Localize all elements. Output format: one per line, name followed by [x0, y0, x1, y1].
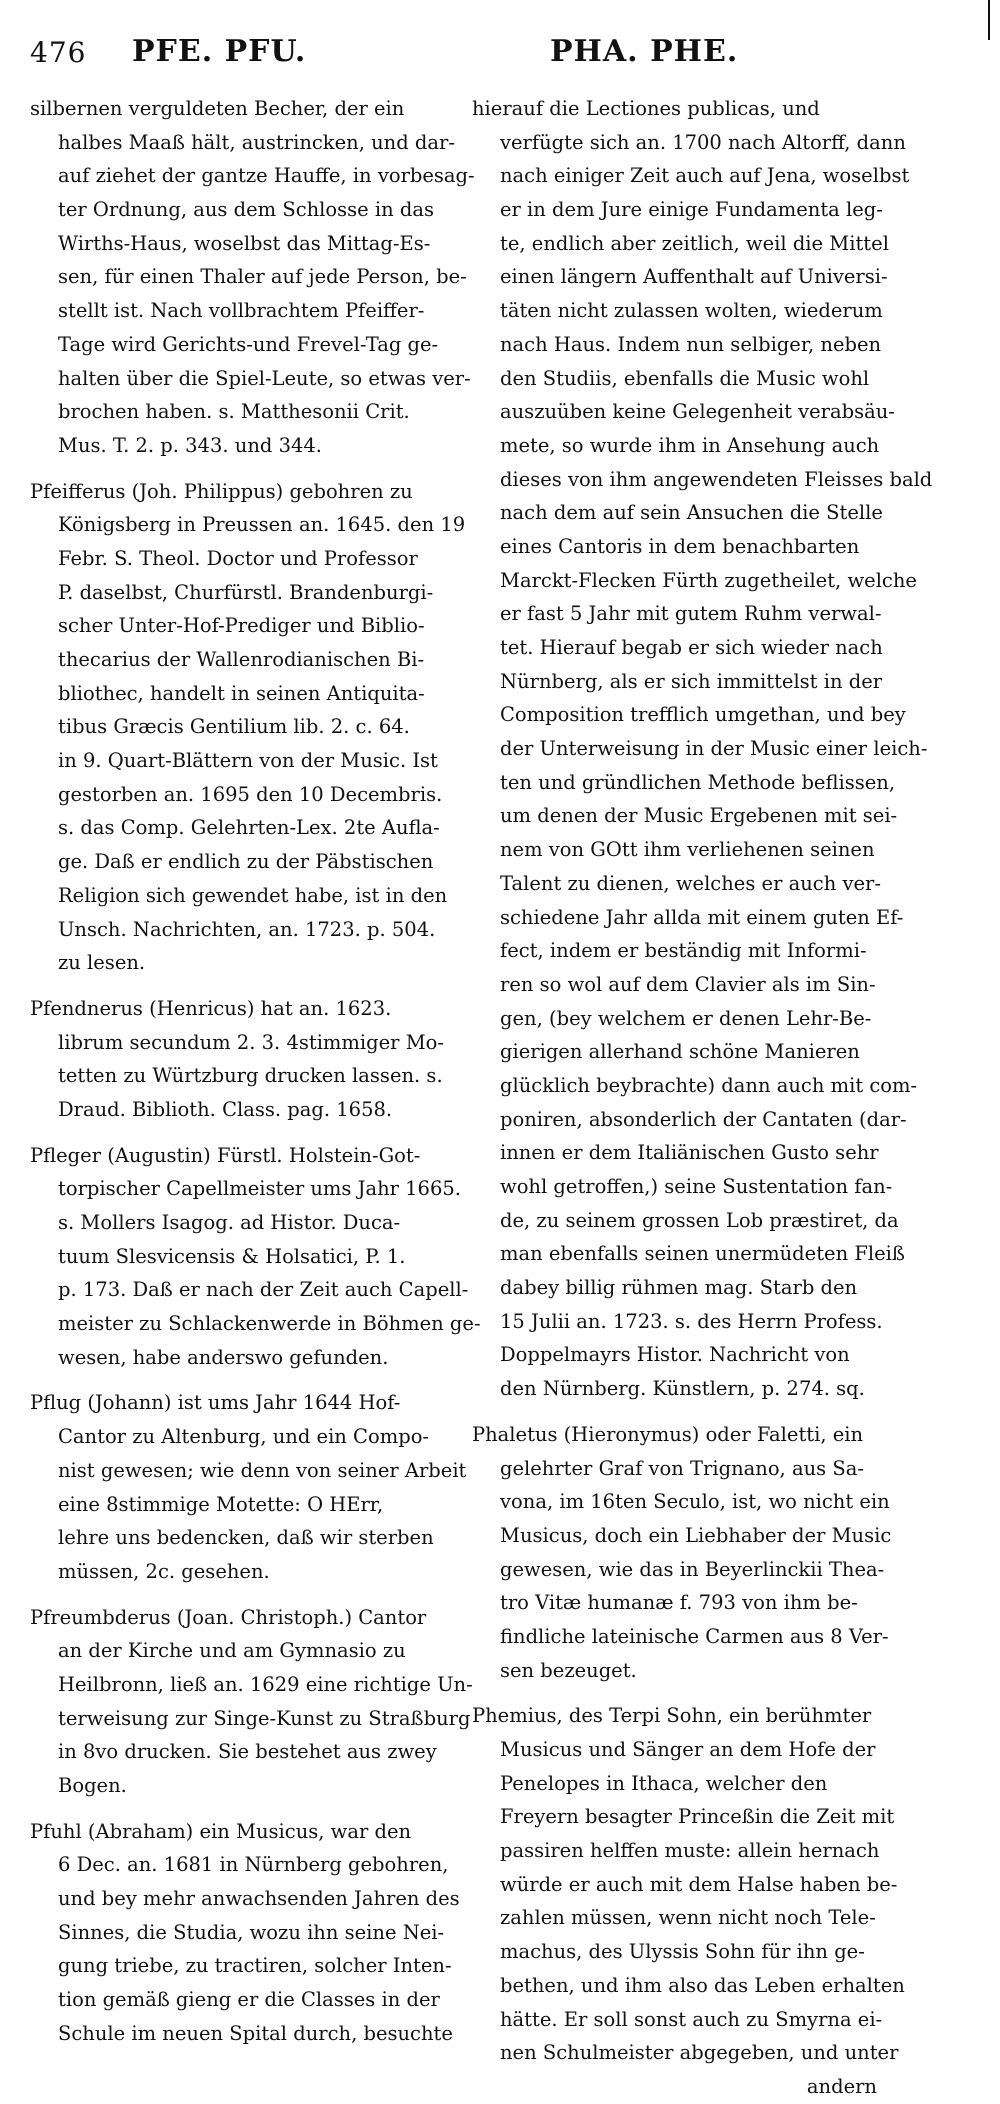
page-number: 476 [30, 36, 87, 69]
text-line: er in dem Jure einige Fundamenta leg- [500, 198, 883, 222]
text-line: schiedene Jahr allda mit einem guten Ef- [500, 905, 904, 929]
text-line: dieses von ihm angewendeten Fleisses bald [500, 467, 933, 491]
text-line: Febr. S. Theol. Doctor und Professor [58, 546, 418, 570]
text-line: Unsch. Nachrichten, an. 1723. p. 504. [58, 917, 436, 941]
entry-gap [472, 1687, 877, 1699]
text-line: eines Cantoris in dem benachbarten [500, 534, 860, 558]
text-line: gen, (bey welchem er denen Lehr-Be- [500, 1006, 872, 1030]
text-line: halten über die Spiel-Leute, so etwas ver- [58, 366, 471, 390]
entry-gap [472, 1406, 877, 1418]
text-line: verfügte sich an. 1700 nach Altorff, dann [500, 130, 906, 154]
text-line: glücklich beybrachte) dann auch mit com- [500, 1073, 918, 1097]
text-line: Königsberg in Preussen an. 1645. den 19 [58, 513, 466, 537]
text-line: innen er dem Italiänischen Gusto sehr [500, 1141, 879, 1165]
text-line: er fast 5 Jahr mit gutem Ruhm verwal- [500, 602, 882, 626]
entry-headword-line: Phaletus (Hieronymus) oder Faletti, ein [472, 1422, 864, 1446]
text-line: ten und gründlichen Methode beflissen, [500, 770, 896, 794]
text-line: man ebenfalls seinen unermüdeten Fleiß [500, 1242, 905, 1266]
text-line: ter Ordnung, aus dem Schlosse in das [58, 198, 435, 222]
text-line: Draud. Biblioth. Class. pag. 1658. [58, 1097, 393, 1121]
entry-headword-line: Pfendnerus (Henricus) hat an. 1623. [30, 996, 392, 1020]
text-line: auszuüben keine Gelegenheit verabsäu- [500, 400, 895, 424]
text-line: tuum Slesvicensis & Holsatici, P. 1. [58, 1244, 406, 1268]
text-line: wohl getroffen,) seine Sustentation fan- [500, 1175, 893, 1198]
text-line: stellt ist. Nach vollbrachtem Pfeiffer- [58, 299, 425, 323]
text-line: scher Unter-Hof-Prediger und Biblio- [58, 614, 425, 638]
text-line: den Studiis, ebenfalls die Music wohl [500, 366, 870, 390]
text-line: gierigen allerhand schöne Manieren [500, 1040, 860, 1064]
text-line: tetten zu Würtzburg drucken lassen. s. [58, 1064, 443, 1088]
text-line: Marckt-Flecken Fürth zugetheilet, welche [500, 568, 917, 592]
text-line: Bogen. [58, 1774, 127, 1797]
text-line: gestorben an. 1695 den 10 Decembris. [58, 782, 443, 806]
entry-headword-line: Pfeifferus (Joh. Philippus) gebohren zu [30, 479, 413, 503]
entry-headword-line: Pflug (Johann) ist ums Jahr 1644 Hof- [30, 1391, 401, 1415]
text-line: gelehrter Graf von Trignano, aus Sa- [500, 1456, 864, 1480]
margin-rule [988, 0, 990, 40]
text-line: Mus. T. 2. p. 343. und 344. [58, 433, 322, 457]
text-line: Freyern besagter Princeßin die Zeit mit [500, 1805, 895, 1829]
text-line: in 9. Quart-Blättern von der Music. Ist [58, 749, 438, 773]
text-line: findliche lateinische Carmen aus 8 Ver- [500, 1624, 889, 1648]
text-line: machus, des Ulyssis Sohn für ihn ge- [500, 1940, 865, 1964]
text-line: bliothec, handelt in seinen Antiquita- [58, 681, 425, 705]
text-line: nen Schulmeister abgegeben, und unter [500, 2041, 899, 2065]
text-line: meister zu Schlackenwerde in Böhmen ge- [58, 1312, 481, 1336]
page-header [30, 30, 930, 80]
entry-gap [30, 1589, 455, 1601]
entry-gap [30, 1374, 455, 1386]
text-line: silbernen verguldeten Becher, der ein [30, 97, 405, 120]
entry-gap [30, 1127, 455, 1139]
text-line: thecarius der Wallenrodianischen Bi- [58, 648, 425, 671]
text-line: um denen der Music Ergebenen mit sei- [500, 804, 898, 828]
text-line: terweisung zur Singe-Kunst zu Straßburg [58, 1706, 471, 1730]
entry-gap [30, 980, 455, 992]
text-line: eine 8stimmige Motette: O HErr, [58, 1492, 384, 1516]
text-line: Tage wird Gerichts-und Frevel-Tag ge- [58, 332, 439, 356]
text-line: de, zu seinem grossen Lob præstiret, da [500, 1208, 899, 1232]
text-line: vona, im 16ten Seculo, ist, wo nicht ein [500, 1490, 890, 1514]
text-line: 15 Julii an. 1723. s. des Herrn Profess. [500, 1309, 883, 1333]
text-line: Nürnberg, als er sich immittelst in der [500, 669, 883, 693]
header-right-catchwords: PHA. PHE. [550, 34, 739, 69]
text-line: in 8vo drucken. Sie bestehet aus zwey [58, 1740, 437, 1764]
text-line: Wirths-Haus, woselbst das Mittag-Es- [58, 231, 431, 255]
text-line: fect, indem er beständig mit Informi- [500, 939, 867, 963]
text-line: Musicus, doch ein Liebhaber der Music [500, 1523, 892, 1547]
text-line: zu lesen. [58, 951, 146, 975]
entry-headword-line: Phemius, des Terpi Sohn, ein berühmter [472, 1704, 872, 1728]
text-line: würde er auch mit dem Halse haben be- [500, 1872, 898, 1896]
text-line: P. daselbst, Churfürstl. Brandenburgi- [58, 580, 434, 604]
text-line: nem von GOtt ihm verliehenen seinen [500, 838, 875, 862]
entry-headword-line: Pfleger (Augustin) Fürstl. Holstein-Got- [30, 1143, 421, 1167]
entry-headword-line: hierauf die Lectiones publicas, und [472, 97, 820, 120]
text-line: nach Haus. Indem nun selbiger, neben [500, 332, 882, 356]
entry-gap [30, 463, 455, 475]
text-line: 6 Dec. an. 1681 in Nürnberg gebohren, [58, 1853, 449, 1877]
text-line: halbes Maaß hält, austrincken, und dar- [58, 130, 455, 154]
text-line: brochen haben. s. Matthesonii Crit. [58, 400, 410, 424]
text-line: müssen, 2c. gesehen. [58, 1559, 270, 1583]
text-line: Penelopes in Ithaca, welcher den [500, 1771, 828, 1795]
text-line: tion gemäß gieng er die Classes in der [58, 1988, 440, 2012]
text-line: sen, für einen Thaler auf jede Person, be- [58, 265, 467, 289]
text-line: Sinnes, die Studia, wozu ihn seine Nei- [58, 1920, 445, 1944]
text-line: Religion sich gewendet habe, ist in den [58, 883, 448, 907]
text-line: täten nicht zulassen wolten, wiederum [500, 299, 883, 323]
text-line: Composition trefflich umgethan, und bey [500, 703, 906, 727]
text-line: Heilbronn, ließ an. 1629 eine richtige Un- [58, 1672, 473, 1696]
text-line: Schule im neuen Spital durch, besuchte [58, 2021, 453, 2045]
left-column [30, 92, 481, 2051]
entry-headword-line: Pfreumbderus (Joan. Christoph.) Cantor [30, 1605, 427, 1629]
text-line: der Unterweisung in der Music einer leich- [500, 737, 928, 761]
text-line: s. das Comp. Gelehrten-Lex. 2te Aufla- [58, 816, 440, 840]
text-line: auf ziehet der gantze Hauffe, in vorbesag- [58, 164, 475, 188]
text-line: ren so wol auf dem Clavier als im Sin- [500, 972, 876, 996]
text-line: Musicus und Sänger an dem Hofe der [500, 1738, 876, 1761]
entry-headword-line: Pfuhl (Abraham) ein Musicus, war den [30, 1819, 412, 1843]
text-line: Cantor zu Altenburg, und ein Compo- [58, 1425, 430, 1449]
text-line: wesen, habe anderswo gefunden. [58, 1345, 389, 1369]
text-line: einen längern Auffenthalt auf Universi- [500, 265, 888, 289]
text-line: dabey billig rühmen mag. Starb den [500, 1276, 858, 1300]
text-line: tet. Hierauf begab er sich wieder nach [500, 636, 883, 659]
text-line: p. 173. Daß er nach der Zeit auch Capell- [58, 1278, 469, 1302]
text-line: passiren helffen muste: allein hernach [500, 1839, 880, 1863]
text-line: te, endlich aber zeitlich, weil die Mittel [500, 231, 889, 255]
header-left-catchwords: PFE. PFU. [132, 34, 307, 69]
entry-gap [30, 1803, 455, 1815]
text-line: librum secundum 2. 3. 4stimmiger Mo- [58, 1030, 444, 1054]
text-line: gewesen, wie das in Beyerlinckii Thea- [500, 1557, 885, 1581]
text-line: und bey mehr anwachsenden Jahren des [58, 1887, 460, 1911]
text-line: zahlen müssen, wenn nicht noch Tele- [500, 1906, 876, 1930]
text-line: tibus Græcis Gentilium lib. 2. c. 64. [58, 715, 410, 739]
text-line: bethen, und ihm also das Leben erhalten [500, 1973, 905, 1997]
text-line: Doppelmayrs Histor. Nachricht von [500, 1343, 850, 1367]
text-line: torpischer Capellmeister ums Jahr 1665. [58, 1177, 461, 1201]
text-line: nach einiger Zeit auch auf Jena, woselbst [500, 164, 910, 188]
text-line: Talent zu dienen, welches er auch ver- [500, 871, 881, 895]
text-line: lehre uns bedencken, daß wir sterben [58, 1526, 434, 1550]
text-line: s. Mollers Isagog. ad Histor. Duca- [58, 1211, 401, 1234]
text-line: poniren, absonderlich der Cantaten (dar- [500, 1107, 907, 1131]
text-line: sen bezeuget. [500, 1658, 637, 1682]
text-line: nach dem auf sein Ansuchen die Stelle [500, 501, 883, 525]
text-line: tro Vitæ humanæ f. 793 von ihm be- [500, 1591, 858, 1615]
text-line: den Nürnberg. Künstlern, p. 274. sq. [500, 1377, 865, 1401]
text-line: andern [806, 2074, 877, 2098]
text-line: mete, so wurde ihm in Ansehung auch [500, 433, 880, 457]
text-line: nist gewesen; wie denn von seiner Arbeit [58, 1458, 467, 1482]
right-column [472, 92, 933, 2104]
text-line: ge. Daß er endlich zu der Päbstischen [58, 850, 434, 874]
text-line: hätte. Er soll sonst auch zu Smyrna ei- [500, 2007, 883, 2031]
text-line: an der Kirche und am Gymnasio zu [58, 1639, 406, 1663]
text-line: gung triebe, zu tractiren, solcher Inten- [58, 1954, 452, 1978]
